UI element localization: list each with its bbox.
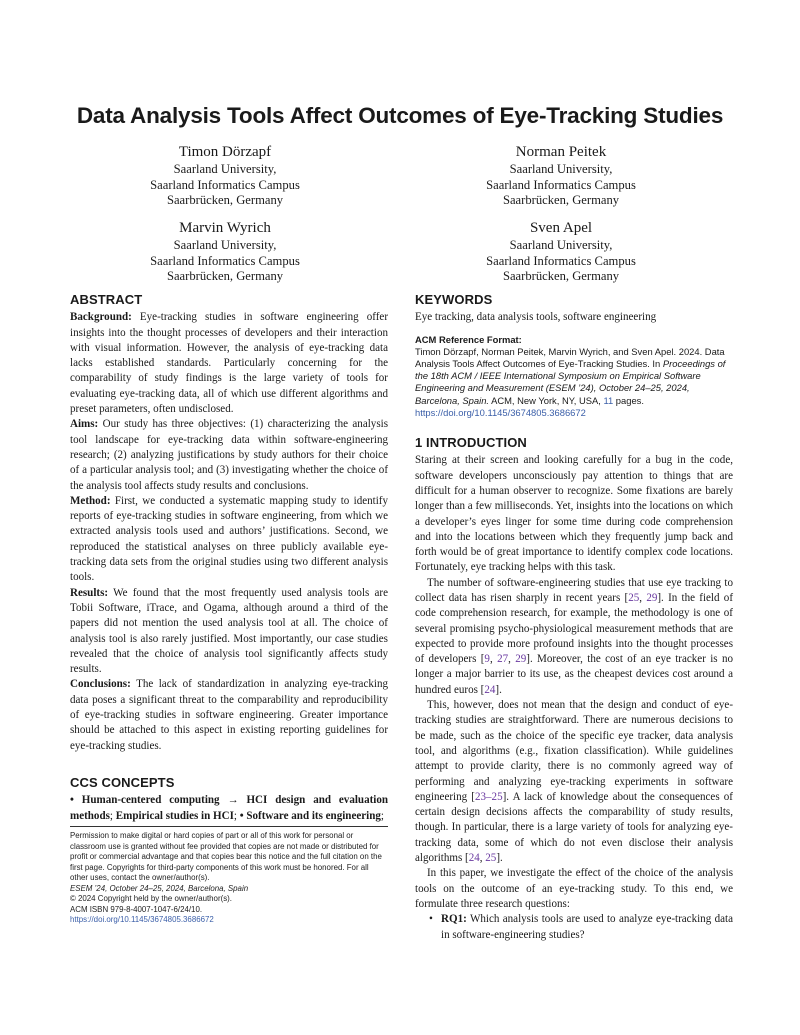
- citation-link[interactable]: 9: [484, 653, 490, 666]
- author-block-2: [391, 143, 731, 209]
- author-affiliation: Saarbrücken, Germany: [166, 269, 284, 284]
- research-question-1: [429, 912, 733, 943]
- keywords-heading: KEYWORDS: [415, 292, 493, 307]
- author-affiliation: Saarbrücken, Germany: [166, 193, 284, 208]
- intro-paragraph-2: [415, 576, 733, 698]
- abstract-method: [70, 494, 388, 586]
- author-affiliation: Saarland Informatics Campus: [486, 253, 636, 268]
- text-run: ]. Moreover, the cost of an eye tracker is no longer a major barrier to its use, as the cheapest devices cost around a hundred euros [: [415, 653, 733, 696]
- author-affiliation: Saarbrücken, Germany: [502, 269, 620, 284]
- ccs-heading: CCS CONCEPTS: [70, 774, 175, 790]
- abstract-conclusions: [70, 677, 388, 753]
- author-name: Norman Peitek: [515, 144, 607, 160]
- author-name: Marvin Wyrich: [179, 220, 271, 236]
- author-block-3: [55, 219, 395, 285]
- ccs-concept: Empirical studies in HCI: [115, 809, 234, 822]
- copyright-footnote: [70, 826, 388, 926]
- author-affiliation: Saarland Informatics Campus: [150, 253, 300, 268]
- citation-link[interactable]: 24: [468, 852, 480, 865]
- ccs-concept: HCI design and evaluation methods: [70, 794, 389, 822]
- reference-authors: Timon Dörzapf, Norman Peitek, Marvin Wyrich, and Sven Apel. 2024. Data Analysis Tools Affect Outcomes of Eye-Tracking Studies. In: [415, 345, 725, 369]
- author-affiliation: Saarland Informatics Campus: [150, 177, 300, 192]
- venue-line: ESEM ’24, October 24–25, 2024, Barcelona, Spain: [70, 883, 249, 893]
- method-text: First, we conducted a systematic mapping study to identify reports of eye-tracking studies in software engineering, from which we extracted analysis tools used and authors’ justifications. Second, we reproduced the statistical analyses on three publicly available eye-tracking data sets from the original studies using two different analysis tools.: [70, 494, 389, 584]
- acm-reference-text: [415, 346, 733, 419]
- author-affiliation: Saarland Informatics Campus: [486, 177, 636, 192]
- permission-notice: Permission to make digital or hard copies of part or all of this work for personal or classroom use is granted without fee provided that copies are not made or distributed for profit or commercial advantage and that copies bear this notice and the full citation on the first page. Copyrights for third-party components of this work must be honored. For all other uses, contact the owner/author(s).: [70, 831, 382, 882]
- reference-proceedings: Proceedings of the 18th ACM / IEEE International Symposium on Empirical Software Engineering and Measurement (ESEM ’24), October 24–25, 2024, Barcelona, Spain.: [415, 358, 726, 406]
- abstract-aims: [70, 417, 388, 493]
- citation-link[interactable]: 23–25: [474, 790, 503, 803]
- right-column: [415, 292, 733, 943]
- text-run: The number of software-engineering studies that use eye tracking to collect data has risen sharply in recent years [: [415, 576, 733, 604]
- ccs-end: ;: [380, 809, 384, 822]
- author-affiliation: Saarland University,: [509, 238, 613, 252]
- abstract-results: [70, 586, 388, 678]
- text-run: This, however, does not mean that the design and conduct of eye-tracking studies are straightforward. There are numerous decisions to be made, such as the choice of the specific eye tracker, data analysis tool, and algorithms (e.g., fixation classification). While guidelines attempt to provide clarity, there is no commonly agreed way of performing and analyzing eye-tracking experiments in software engineering [: [415, 699, 733, 803]
- citation-link[interactable]: 24: [484, 683, 496, 696]
- text-run: ,: [479, 852, 486, 865]
- ccs-concept: • Human-centered computing: [70, 794, 220, 807]
- rq1-label: RQ1:: [441, 913, 467, 926]
- author-name: Sven Apel: [529, 220, 593, 236]
- author-block-1: [55, 143, 395, 209]
- aims-label: Aims:: [70, 418, 99, 431]
- copyright-line: © 2024 Copyright held by the owner/author(s).: [70, 894, 232, 903]
- aims-text: Our study has three objectives: (1) characterizing the analysis tool landscape for eye-tracking data within software-engineering research; (2) analyzing justifications by study authors for their choice of a particular analysis tool; and (3) investigating whether the choice of the analysis tool affects study results and conclusions.: [70, 418, 388, 492]
- author-affiliation: Saarland University,: [173, 162, 277, 176]
- acm-reference-heading: ACM Reference Format:: [415, 333, 522, 345]
- author-name: Timon Dörzapf: [178, 144, 272, 160]
- isbn-line: ACM ISBN 979-8-4007-1047-6/24/10.: [70, 904, 203, 914]
- footnote-doi-link[interactable]: https://doi.org/10.1145/3674805.3686672: [70, 915, 214, 924]
- text-run: ,: [639, 591, 647, 604]
- reference-publisher: ACM, New York, NY, USA,: [489, 394, 604, 406]
- text-run: ].: [495, 683, 502, 696]
- conclusions-text: The lack of standardization in analyzing eye-tracking data poses a significant threat to the comparability and reproducibility of eye-tracking studies in software engineering. Greater importance should be attached to this aspect in existing reporting guidelines for eye-tracking studies.: [70, 678, 388, 752]
- author-affiliation: Saarland University,: [509, 162, 613, 176]
- ccs-separator: ;: [109, 809, 116, 822]
- paper-title: Data Analysis Tools Affect Outcomes of Eye-Tracking Studies: [76, 103, 724, 128]
- citation-link[interactable]: 29: [646, 591, 658, 604]
- text-run: ].: [496, 852, 503, 865]
- reference-pages-suffix: pages.: [613, 394, 644, 406]
- keywords-text: Eye tracking, data analysis tools, software engineering: [415, 311, 657, 324]
- results-text: We found that the most frequently used analysis tools are Tobii Software, iTrace, and Ogama, although around a third of the papers did not mention the used analysis tool at all. The choice of analysis tool is also rarely justified. Most importantly, our case studies revealed that the choice of analysis tool significantly affects study results.: [70, 586, 389, 676]
- author-affiliation: Saarland University,: [173, 238, 277, 252]
- citation-link[interactable]: 27: [497, 653, 509, 666]
- author-block-4: [391, 219, 731, 285]
- intro-paragraph-1: Staring at their screen and looking carefully for a bug in the code, software developers unconsciously pay attention to things that are difficult for a human observer to recognize. Some fixations are barely longer than a few milliseconds. Yet, insights into the locations on which a developer’s eyes linger for some time during code comprehension and into the locations between which they frequently jump back and forth would be of great importance to identify complex code locations. Fortunately, eye tracking helps with this task.: [415, 454, 733, 574]
- abstract-background: [70, 310, 388, 417]
- ccs-concept: • Software and its engineering: [239, 809, 381, 822]
- conclusions-label: Conclusions:: [70, 678, 131, 691]
- results-label: Results:: [70, 586, 109, 599]
- ccs-separator: ;: [233, 809, 240, 822]
- abstract-heading: ABSTRACT: [70, 292, 143, 307]
- text-run: ]. In the field of code comprehension research, for example, the methodology is one of several promising psycho-physiological measurement methods that are expected to provide more profound insights into the thought processes of developers [: [415, 591, 733, 666]
- text-run: ,: [489, 653, 498, 666]
- left-column: [70, 292, 388, 824]
- author-affiliation: Saarbrücken, Germany: [502, 193, 620, 208]
- background-text: Eye-tracking studies in software engineering offer insights into the thought processes of developers and their interaction with visual information. However, the analysis of eye-tracking data lacks established standards. Particularly concerning for the comparability of study findings is the large variety of tools for evaluating eye-tracking data, all of which use different algorithms and preset parameters, often undisclosed.: [70, 311, 389, 416]
- text-run: ,: [508, 653, 516, 666]
- introduction-heading: 1 INTRODUCTION: [415, 435, 527, 451]
- citation-link[interactable]: 25: [628, 591, 640, 604]
- method-label: Method:: [70, 494, 111, 507]
- reference-doi-link[interactable]: https://doi.org/10.1145/3674805.3686672: [415, 406, 586, 418]
- intro-paragraph-3: [415, 698, 733, 866]
- citation-link[interactable]: 29: [515, 653, 527, 666]
- research-questions-list: [415, 912, 733, 943]
- rq1-text: Which analysis tools are used to analyze eye-tracking data in software-engineering studies?: [441, 913, 733, 941]
- reference-pages-link[interactable]: 11: [603, 394, 614, 406]
- citation-link[interactable]: 25: [485, 852, 497, 865]
- intro-paragraph-4: In this paper, we investigate the effect of the choice of the analysis tools on the outcome of an eye-tracking study. To this end, we formulate three research questions:: [415, 867, 733, 910]
- text-run: ]. A lack of knowledge about the consequences of certain design decisions affects the comparability of study results, though. In particular, there is a large variety of tools for analyzing eye-tracking data, some of which do not even disclose their analysis algorithms [: [415, 790, 733, 865]
- ccs-concepts: [70, 793, 388, 824]
- ccs-arrow: →: [219, 794, 247, 807]
- background-label: Background:: [70, 311, 132, 324]
